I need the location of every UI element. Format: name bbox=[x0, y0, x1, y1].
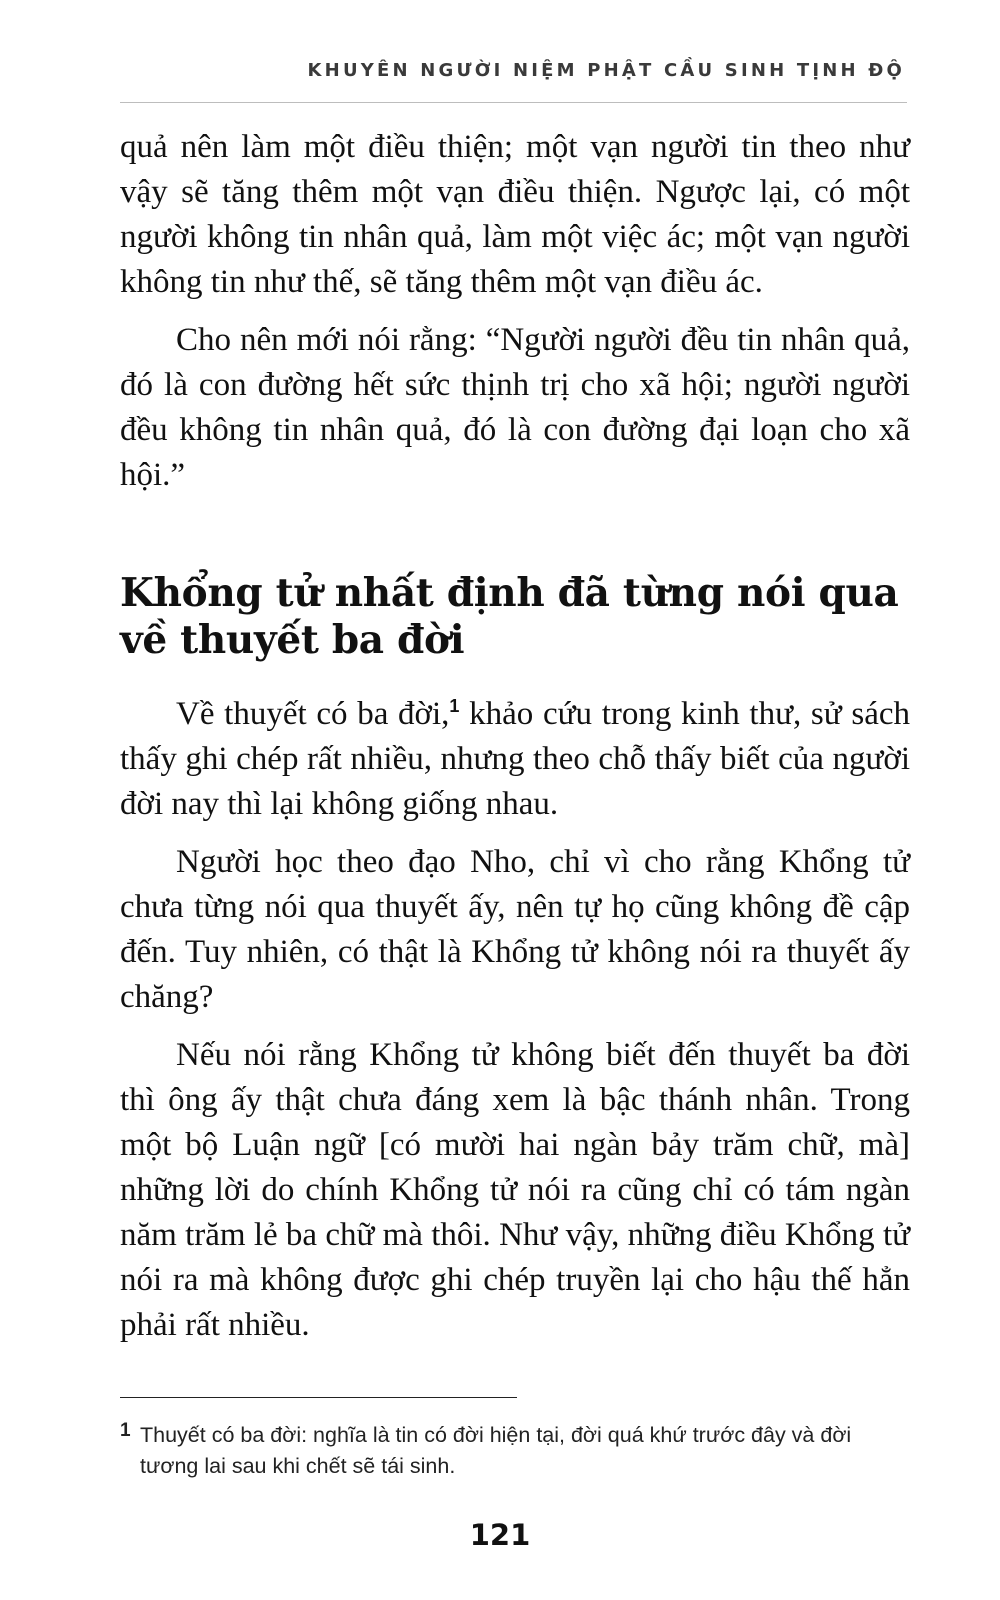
paragraph-2: Cho nên mới nói rằng: “Người người đều tin nhân quả, đó là con đường hết sức thịnh trị cho xã hội; người người đều không tin nhân quả, đó là con đường đại loạn cho xã hội.” bbox=[120, 322, 910, 493]
paragraph-3-start: Về thuyết có ba đời, bbox=[176, 696, 450, 732]
running-header: KHUYÊN NGƯỜI NIỆM PHẬT CẦU SINH TỊNH ĐỘ bbox=[307, 60, 905, 81]
header-divider bbox=[120, 102, 907, 103]
paragraph-4: Người học theo đạo Nho, chỉ vì cho rằng Khổng tử chưa từng nói qua thuyết ấy, nên tự họ cũng không đề cập đến. Tuy nhiên, có thật là Khổng tử không nói ra thuyết ấy chăng? bbox=[120, 844, 910, 1015]
footnote-divider bbox=[120, 1397, 517, 1398]
footnote-reference[interactable]: 1 bbox=[449, 696, 460, 716]
section-heading: Khổng tử nhất định đã từng nói qua về thuyết ba đời bbox=[120, 570, 899, 663]
footnote-marker: 1 bbox=[120, 1420, 131, 1441]
paragraph-3-rest: khảo cứu trong kinh thư, sử sách thấy ghi chép rất nhiều, nhưng theo chỗ thấy biết của người đời nay thì lại không giống nhau. bbox=[120, 696, 910, 822]
body-text bbox=[120, 125, 910, 1348]
footnote-text: Thuyết có ba đời: nghĩa là tin có đời hiện tại, đời quá khứ trước đây và đời tương lai sau khi chết sẽ tái sinh. bbox=[140, 1423, 852, 1478]
paragraph-5: Nếu nói rằng Khổng tử không biết đến thuyết ba đời thì ông ấy thật chưa đáng xem là bậc thánh nhân. Trong một bộ Luận ngữ [có mười hai ngàn bảy trăm chữ, mà] những lời do chính Khổng tử nói ra cũng chỉ có tám ngàn năm trăm lẻ ba chữ mà thôi. Như vậy, những điều Khổng tử nói ra mà không được ghi chép truyền lại cho hậu thế hẳn phải rất nhiều. bbox=[120, 1037, 910, 1343]
footnote bbox=[120, 1420, 910, 1482]
page-number: 121 bbox=[469, 1518, 531, 1552]
paragraph-3 bbox=[120, 692, 910, 827]
paragraph-1: quả nên làm một điều thiện; một vạn người tin theo như vậy sẽ tăng thêm một vạn điều thiện. Ngược lại, có một người không tin nhân quả, làm một việc ác; một vạn người không tin như thế, sẽ tăng thêm một vạn điều ác. bbox=[120, 129, 910, 300]
